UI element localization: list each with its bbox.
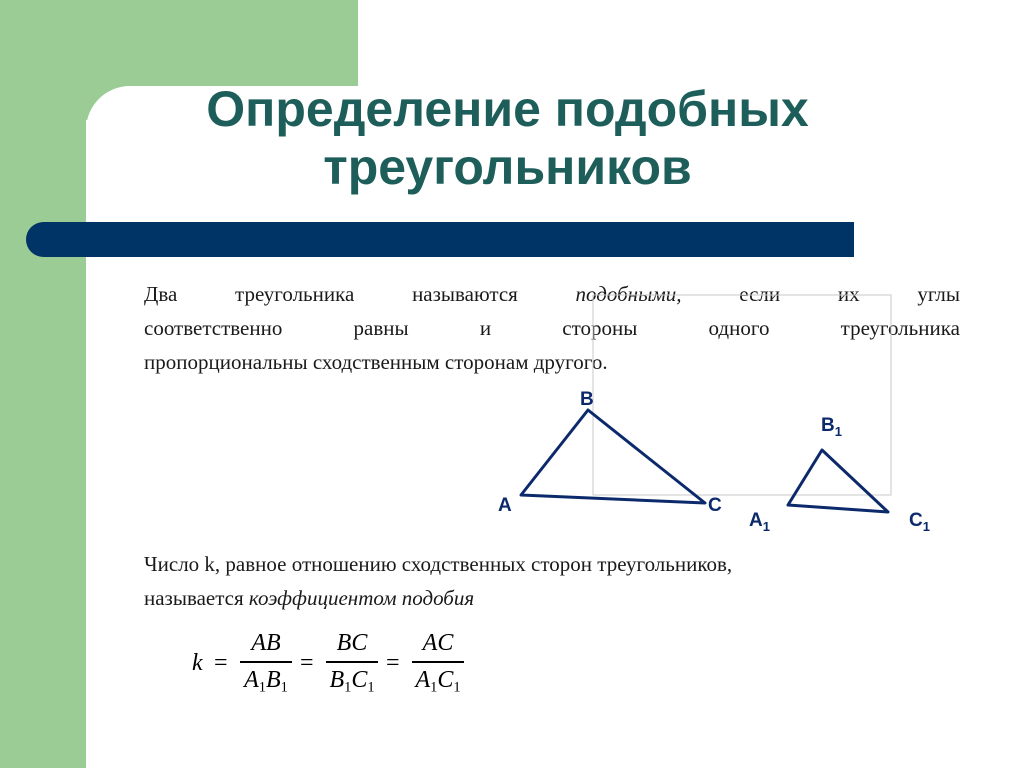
label-b: B	[580, 389, 594, 410]
word: стороны	[562, 316, 638, 340]
word: соответственно	[144, 316, 283, 340]
green-background-left	[0, 0, 86, 768]
slide-title	[140, 80, 875, 196]
formula-equals-1: =	[214, 650, 228, 676]
label-c: C	[708, 495, 722, 516]
formula-equals-3: =	[386, 650, 400, 676]
label-a: A	[498, 495, 512, 516]
fraction-bc-numerator: BC	[336, 630, 368, 656]
label-c1-letter: C	[909, 510, 923, 531]
label-b1-letter: B	[821, 415, 835, 436]
fraction-ab-denominator: $A_1B_1$	[244, 666, 288, 695]
title-underline-bar	[26, 222, 854, 257]
fraction-ab	[240, 630, 292, 696]
term-similar: подобными,	[575, 282, 682, 306]
fraction-ac-numerator: AC	[422, 630, 454, 656]
title-line-1: Определение подобных	[206, 81, 809, 137]
definition-line-3	[144, 345, 960, 379]
fraction-ac-denominator: $A_1C_1$	[415, 666, 461, 695]
word: треугольника	[235, 282, 355, 306]
word: и	[479, 316, 492, 340]
definition-line-2	[144, 311, 960, 345]
label-b1-sub: 1	[834, 424, 842, 439]
word: равны	[353, 316, 409, 340]
word: Два	[144, 282, 178, 306]
label-a1-sub: 1	[762, 519, 770, 534]
fraction-ab-bar	[240, 661, 292, 663]
coefficient-paragraph	[144, 547, 964, 615]
fraction-ac	[412, 630, 464, 696]
label-a1-letter: A	[749, 510, 763, 531]
definition-line-1	[144, 277, 960, 311]
definition-line-3-text: пропорциональны сходственным сторонам другого.	[144, 350, 608, 374]
definition-paragraph	[144, 277, 960, 379]
fraction-bc-denominator: $B_1C_1$	[329, 666, 375, 695]
formula-equals-2: =	[300, 650, 314, 676]
term-coefficient: коэффициентом подобия	[248, 586, 475, 610]
fraction-ab-numerator: AB	[251, 630, 281, 656]
label-c1-sub: 1	[922, 519, 930, 534]
word: треугольника	[840, 316, 960, 340]
word: одного	[708, 316, 770, 340]
coefficient-line-2	[144, 581, 964, 615]
word: углы	[917, 282, 960, 306]
fraction-ac-bar	[412, 661, 464, 663]
word: их	[837, 282, 860, 306]
word: называются	[412, 282, 518, 306]
coefficient-prefix: называется	[144, 586, 249, 610]
formula-k: k	[192, 650, 203, 676]
fraction-bc-bar	[326, 661, 378, 663]
title-line-2: треугольников	[323, 139, 692, 195]
word: если	[739, 282, 781, 306]
fraction-bc	[326, 630, 378, 696]
coefficient-line-1: Число k, равное отношению сходственных сторон треугольников,	[144, 552, 733, 576]
